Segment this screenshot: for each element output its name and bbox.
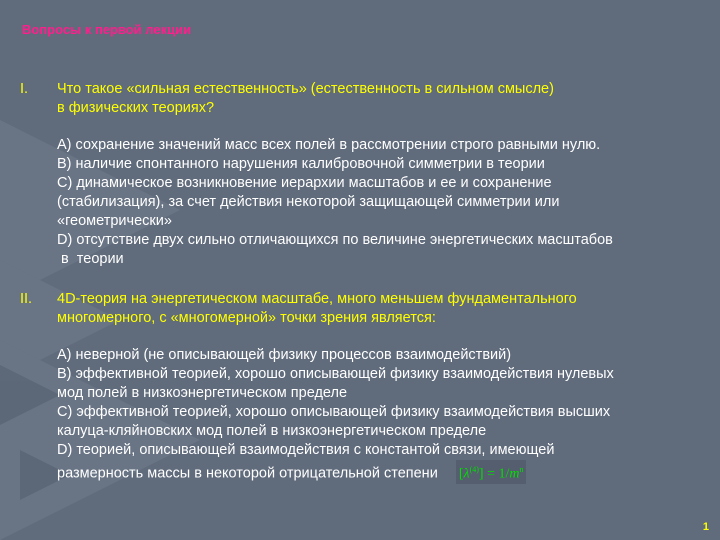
formula-exponent: n bbox=[519, 465, 524, 474]
question-text-line: 4D-теория на энергетическом масштабе, много меньшем фундаментального bbox=[57, 291, 577, 307]
question-number: II. bbox=[20, 291, 33, 307]
answer-line: D) теорией, описывающей взаимодействия с константой связи, имеющей bbox=[57, 442, 555, 458]
formula-open: [ bbox=[458, 466, 464, 482]
answer-line: в теории bbox=[57, 251, 124, 267]
answer-line: A) неверной (не описывающей физику процессов взаимодействий) bbox=[57, 347, 512, 363]
answer-line: (стабилизация), за счет действия некоторой защищающей симметрии или bbox=[57, 194, 560, 210]
formula-middle: ] = 1/ bbox=[478, 466, 510, 482]
answer-line: C) эффективной теорией, хорошо описывающей физику взаимодействия высших bbox=[57, 404, 611, 420]
answer-line: C) динамическое возникновение иерархии масштабов и ее и сохранение bbox=[57, 175, 552, 191]
answer-line: B) наличие спонтанного нарушения калибровочной симметрии в теории bbox=[57, 156, 545, 172]
answer-list-1 bbox=[57, 136, 613, 269]
question-text-line: в физических теориях? bbox=[57, 100, 215, 116]
question-text-line: многомерного, с «многомерной» точки зрения является: bbox=[57, 310, 436, 326]
answer-line-text: размерность массы в некоторой отрицательной степени bbox=[57, 465, 438, 482]
answer-line: D) отсутствие двух сильно отличающихся по величине энергетических масштабов bbox=[57, 232, 613, 248]
question-number: I. bbox=[20, 81, 29, 97]
question-1 bbox=[20, 80, 554, 118]
slide-title: Вопросы к первой лекции bbox=[22, 22, 192, 37]
answer-list-2 bbox=[57, 346, 614, 484]
answer-line: мод полей в низкоэнергетическом пределе bbox=[57, 385, 348, 401]
formula-superscript: (4) bbox=[469, 465, 479, 474]
question-2 bbox=[20, 290, 577, 328]
coupling-formula bbox=[456, 460, 527, 484]
answer-line: A) сохранение значений масс всех полей в рассмотрении строго равными нулю. bbox=[57, 137, 601, 153]
answer-line: калуца-кляйновских мод полей в низкоэнергетическом пределе bbox=[57, 423, 487, 439]
page-number: 1 bbox=[702, 521, 709, 533]
formula-m: m bbox=[509, 466, 520, 482]
answer-line bbox=[57, 460, 614, 484]
answer-line: B) эффективной теорией, хорошо описывающей физику взаимодействия нулевых bbox=[57, 366, 614, 382]
answer-line: «геометрически» bbox=[57, 213, 172, 229]
formula-lambda: λ bbox=[463, 466, 470, 482]
question-text-line: Что такое «сильная естественность» (естественность в сильном смысле) bbox=[57, 81, 554, 97]
